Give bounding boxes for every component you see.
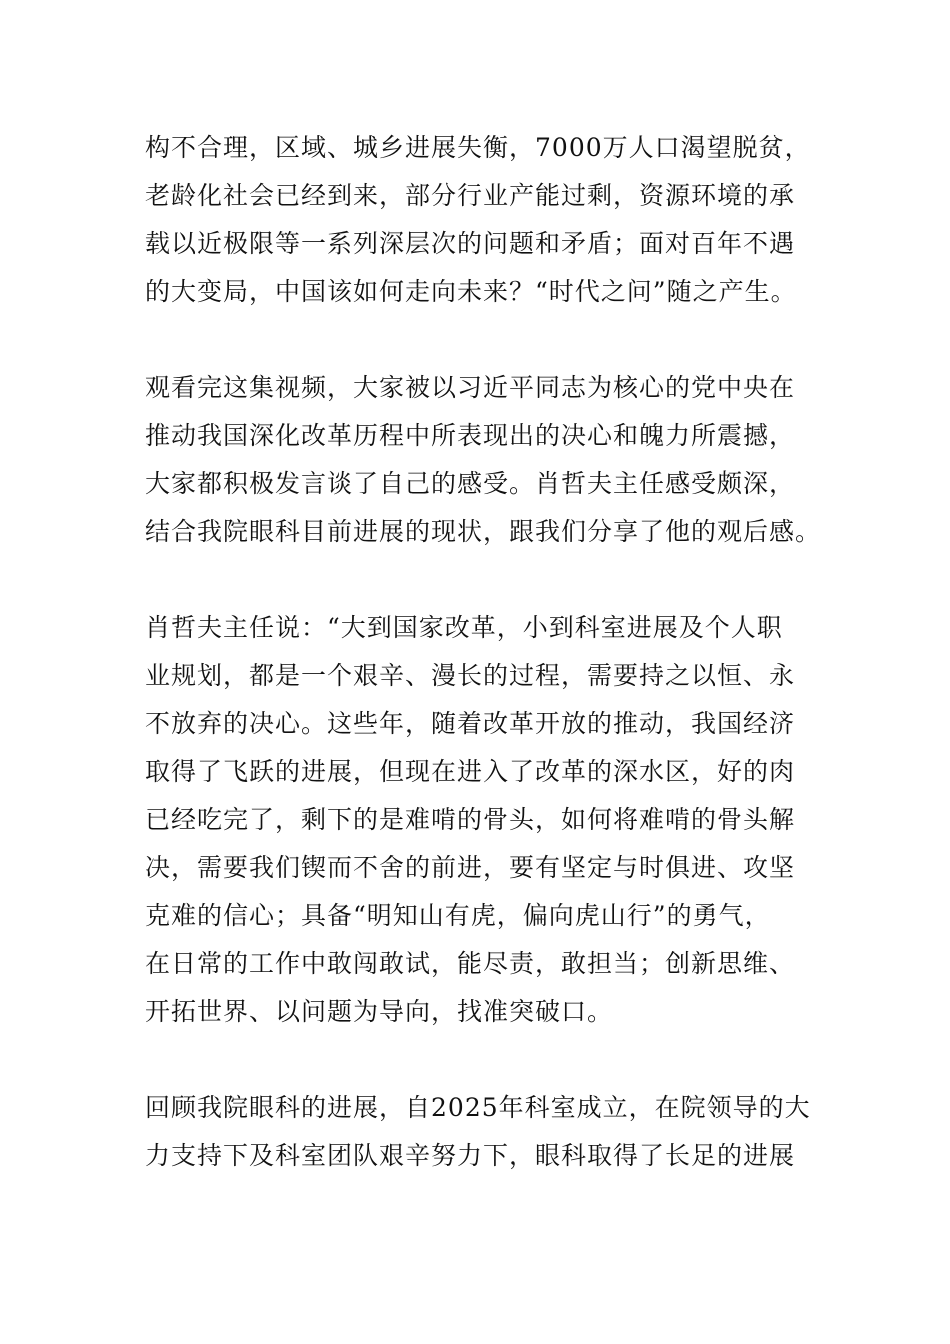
paragraph-4 <box>145 1084 825 1180</box>
paragraph-spacer <box>145 316 825 364</box>
paragraph-spacer <box>145 556 825 604</box>
text-line: 推动我国深化改革历程中所表现出的决心和魄力所震撼， <box>145 421 796 450</box>
text-line: 的大变局，中国该如何走向未来？“时代之问”随之产生。 <box>145 277 797 306</box>
text-line: 克难的信心；具备“明知山有虎，偏向虎山行”的勇气， <box>145 901 771 930</box>
text-line: 决，需要我们锲而不舍的前进，要有坚定与时俱进、攻坚 <box>145 853 796 882</box>
text-line: 在日常的工作中敢闯敢试，能尽责，敢担当；创新思维、 <box>145 949 796 978</box>
document-body <box>145 124 825 1180</box>
text-line: 已经吃完了，剩下的是难啃的骨头，如何将难啃的骨头解 <box>145 805 796 834</box>
text-line: 构不合理，区域、城乡进展失衡，7000万人口渴望脱贫， <box>145 133 811 162</box>
text-line: 业规划，都是一个艰辛、漫长的过程，需要持之以恒、永 <box>145 661 796 690</box>
text-line: 肖哲夫主任说：“大到国家改革，小到科室进展及个人职 <box>145 613 783 642</box>
text-line: 回顾我院眼科的进展，自2025年科室成立，在院领导的大 <box>145 1093 811 1122</box>
text-line: 大家都积极发言谈了自己的感受。肖哲夫主任感受颇深， <box>145 469 796 498</box>
text-line: 开拓世界、以问题为导向，找准突破口。 <box>145 997 614 1026</box>
paragraph-2 <box>145 364 825 556</box>
paragraph-1 <box>145 124 825 316</box>
text-line: 结合我院眼科目前进展的现状，跟我们分享了他的观后感。 <box>145 517 822 546</box>
text-line: 老龄化社会已经到来，部分行业产能过剩，资源环境的承 <box>145 181 796 210</box>
text-line: 载以近极限等一系列深层次的问题和矛盾；面对百年不遇 <box>145 229 796 258</box>
text-line: 力支持下及科室团队艰辛努力下，眼科取得了长足的进展 <box>145 1141 796 1170</box>
paragraph-spacer <box>145 1036 825 1084</box>
paragraph-3 <box>145 604 825 1036</box>
text-line: 观看完这集视频，大家被以习近平同志为核心的党中央在 <box>145 373 796 402</box>
text-line: 不放弃的决心。这些年，随着改革开放的推动，我国经济 <box>145 709 796 738</box>
text-line: 取得了飞跃的进展，但现在进入了改革的深水区，好的肉 <box>145 757 796 786</box>
